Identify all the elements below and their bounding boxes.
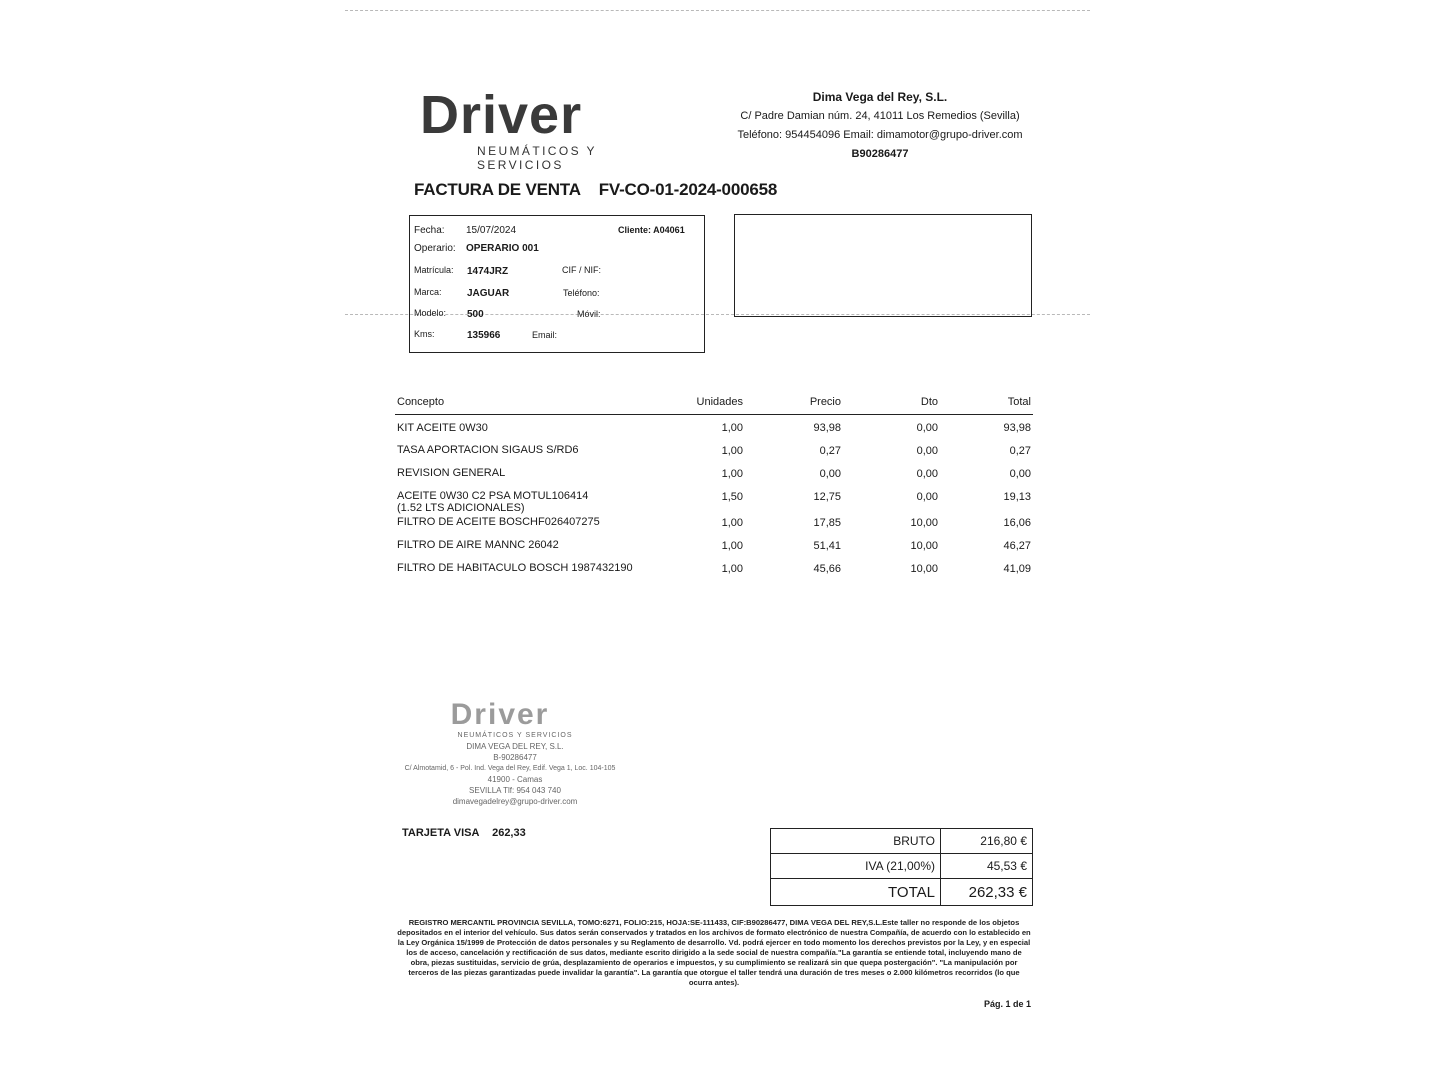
iva-label: IVA (21,00%) (771, 854, 941, 879)
cell-dto: 10,00 (910, 517, 938, 529)
cell-total: 16,06 (1003, 517, 1031, 529)
cell-precio: 0,27 (819, 445, 841, 457)
cell-precio: 93,98 (813, 422, 841, 434)
cell-total: 19,13 (1003, 491, 1031, 503)
bruto-row (771, 829, 1033, 854)
marca-label: Marca: (414, 287, 442, 297)
driver-logo (420, 85, 680, 172)
cell-concepto: TASA APORTACION SIGAUS S/RD6 (397, 444, 579, 456)
items-table-wrapper (395, 392, 1033, 583)
cell-total: 93,98 (1003, 422, 1031, 434)
stamp-logo: Driver (450, 698, 550, 731)
cell-dto: 0,00 (916, 445, 938, 457)
stamp-tagline: NEUMÁTICOS Y SERVICIOS (457, 732, 573, 739)
table-row (395, 560, 1033, 583)
movil-label: Móvil: (577, 309, 601, 319)
matricula-value: 1474JRZ (467, 266, 509, 277)
total-label: TOTAL (771, 879, 941, 906)
total-value: 262,33 € (941, 879, 1033, 906)
marca-value: JAGUAR (467, 288, 510, 299)
col-header-concepto: Concepto (395, 392, 645, 415)
cell-concepto: ACEITE 0W30 C2 PSA MOTUL106414 (1.52 LTS ADICIONALES) (397, 490, 589, 514)
modelo-value: 500 (467, 309, 484, 320)
operario-value: OPERARIO 001 (466, 243, 539, 254)
cell-concepto: FILTRO DE ACEITE BOSCHF026407275 (397, 516, 600, 528)
modelo-label: Modelo: (414, 308, 447, 318)
company-info (720, 88, 1040, 164)
payment-method: TARJETA VISA (402, 827, 480, 839)
iva-row (771, 854, 1033, 879)
cliente-value: Cliente: A04061 (618, 225, 685, 235)
cell-unidades: 1,00 (721, 563, 743, 575)
table-header-row (395, 392, 1033, 415)
cell-total: 0,27 (1009, 445, 1031, 457)
table-row (395, 442, 1033, 465)
client-address-box (734, 214, 1032, 317)
company-stamp (400, 700, 630, 807)
invoice-number: FV-CO-01-2024-000658 (598, 180, 778, 199)
email-label: Email: (532, 330, 558, 340)
cell-precio: 45,66 (813, 563, 841, 575)
legal-notice: REGISTRO MERCANTIL PROVINCIA SEVILLA, TOMO:6271, FOLIO:215, HOJA:SE-111433, CIF:B90286477, DIMA VEGA DEL REY,S.L.Este taller no responde de los objetos depositados en el interior del vehículo. Sus datos serán conservados y tratados en los archivos de formato electrónico de nuestra Compañía, de acuerdo con lo establecido en la Ley Orgánica 15/1999 de Protección de datos personales y su Reglamento de desarrollo. Vd. podrá ejercer en todo momento los derechos previstos por la Ley, y en especial los de acceso, cancelación y rectificación de sus datos, mediante escrito dirigido a la sede social de nuestra compañía."La garantía se entiende total, incluyendo mano de obra, piezas sustituidas, servicio de grúa, desplazamiento de operarios e impuestos, y su cumplimiento se realizará sin que quepa postergación". "La manipulación por terceros de las piezas garantizadas puede invalidar la garantía". La garantía que otorgue el taller tendrá una duración de tres meses o 2.000 kilómetros recorridos (lo que ocurra antes). (397, 918, 1031, 987)
iva-value: 45,53 € (941, 854, 1033, 879)
telefono-label: Teléfono: (563, 288, 600, 298)
company-name: Dima Vega del Rey, S.L. (812, 90, 948, 104)
items-table (395, 392, 1033, 583)
table-row (395, 514, 1033, 537)
payment-amount: 262,33 (492, 827, 526, 839)
kms-label: Kms: (414, 329, 435, 339)
cell-dto: 10,00 (910, 563, 938, 575)
cell-concepto: FILTRO DE AIRE MANNC 26042 (397, 539, 559, 551)
scan-edge-top (345, 10, 1090, 11)
cell-concepto: FILTRO DE HABITACULO BOSCH 1987432190 (397, 562, 633, 574)
cell-total: 46,27 (1003, 540, 1031, 552)
cell-total: 41,09 (1003, 563, 1031, 575)
cell-precio: 17,85 (813, 517, 841, 529)
col-header-precio: Precio (745, 392, 843, 415)
payment-info (402, 827, 526, 839)
fecha-label: Fecha: (414, 225, 445, 236)
table-row (395, 488, 1033, 514)
cell-dto: 0,00 (916, 422, 938, 434)
cell-unidades: 1,00 (721, 422, 743, 434)
cell-concepto: KIT ACEITE 0W30 (397, 422, 488, 434)
col-header-dto: Dto (843, 392, 940, 415)
bruto-label: BRUTO (771, 829, 941, 854)
cell-dto: 0,00 (916, 468, 938, 480)
cell-unidades: 1,00 (721, 445, 743, 457)
logo-tagline: NEUMÁTICOS Y SERVICIOS (477, 144, 597, 172)
stamp-cif: B-90286477 (493, 753, 537, 762)
invoice-type: FACTURA DE VENTA (414, 180, 581, 199)
operario-label: Operario: (414, 243, 456, 254)
stamp-city: 41900 - Camas (487, 775, 543, 784)
cell-total: 0,00 (1009, 468, 1031, 480)
company-address: C/ Padre Damian núm. 24, 41011 Los Remedios (Sevilla) (740, 110, 1020, 122)
cell-unidades: 1,00 (721, 517, 743, 529)
company-contact: Teléfono: 954454096 Email: dimamotor@grupo-driver.com (737, 129, 1023, 141)
invoice-details-box (409, 215, 705, 353)
cell-dto: 0,00 (916, 491, 938, 503)
logo-wordmark: Driver (420, 85, 583, 145)
cell-precio: 12,75 (813, 491, 841, 503)
table-row (395, 465, 1033, 488)
matricula-label: Matrícula: (414, 265, 454, 275)
stamp-address: C/ Almotamid, 6 - Pol. Ind. Vega del Rey, Edif. Vega 1, Loc. 104-105 (404, 765, 616, 772)
totals-table (770, 828, 1033, 906)
cell-precio: 51,41 (813, 540, 841, 552)
cif-label: CIF / NIF: (562, 265, 601, 275)
stamp-company: DIMA VEGA DEL REY, S.L. (466, 742, 564, 751)
invoice-title (414, 180, 777, 200)
col-header-total: Total (940, 392, 1033, 415)
stamp-phone: SEVILLA Tlf: 954 043 740 (469, 786, 561, 795)
total-row (771, 879, 1033, 906)
table-row (395, 537, 1033, 560)
cell-concepto: REVISION GENERAL (397, 467, 506, 479)
cell-precio: 0,00 (819, 468, 841, 480)
cell-unidades: 1,00 (721, 540, 743, 552)
page-number: Pág. 1 de 1 (984, 999, 1032, 1009)
bruto-value: 216,80 € (941, 829, 1033, 854)
stamp-email: dimavegadelrey@grupo-driver.com (452, 797, 578, 806)
col-header-unidades: Unidades (645, 392, 745, 415)
cell-unidades: 1,00 (721, 468, 743, 480)
table-row (395, 415, 1033, 443)
cell-dto: 10,00 (910, 540, 938, 552)
cell-unidades: 1,50 (721, 491, 743, 503)
company-cif: B90286477 (851, 148, 909, 160)
totals-box (770, 828, 1033, 906)
fecha-value: 15/07/2024 (466, 225, 517, 236)
kms-value: 135966 (467, 330, 501, 341)
